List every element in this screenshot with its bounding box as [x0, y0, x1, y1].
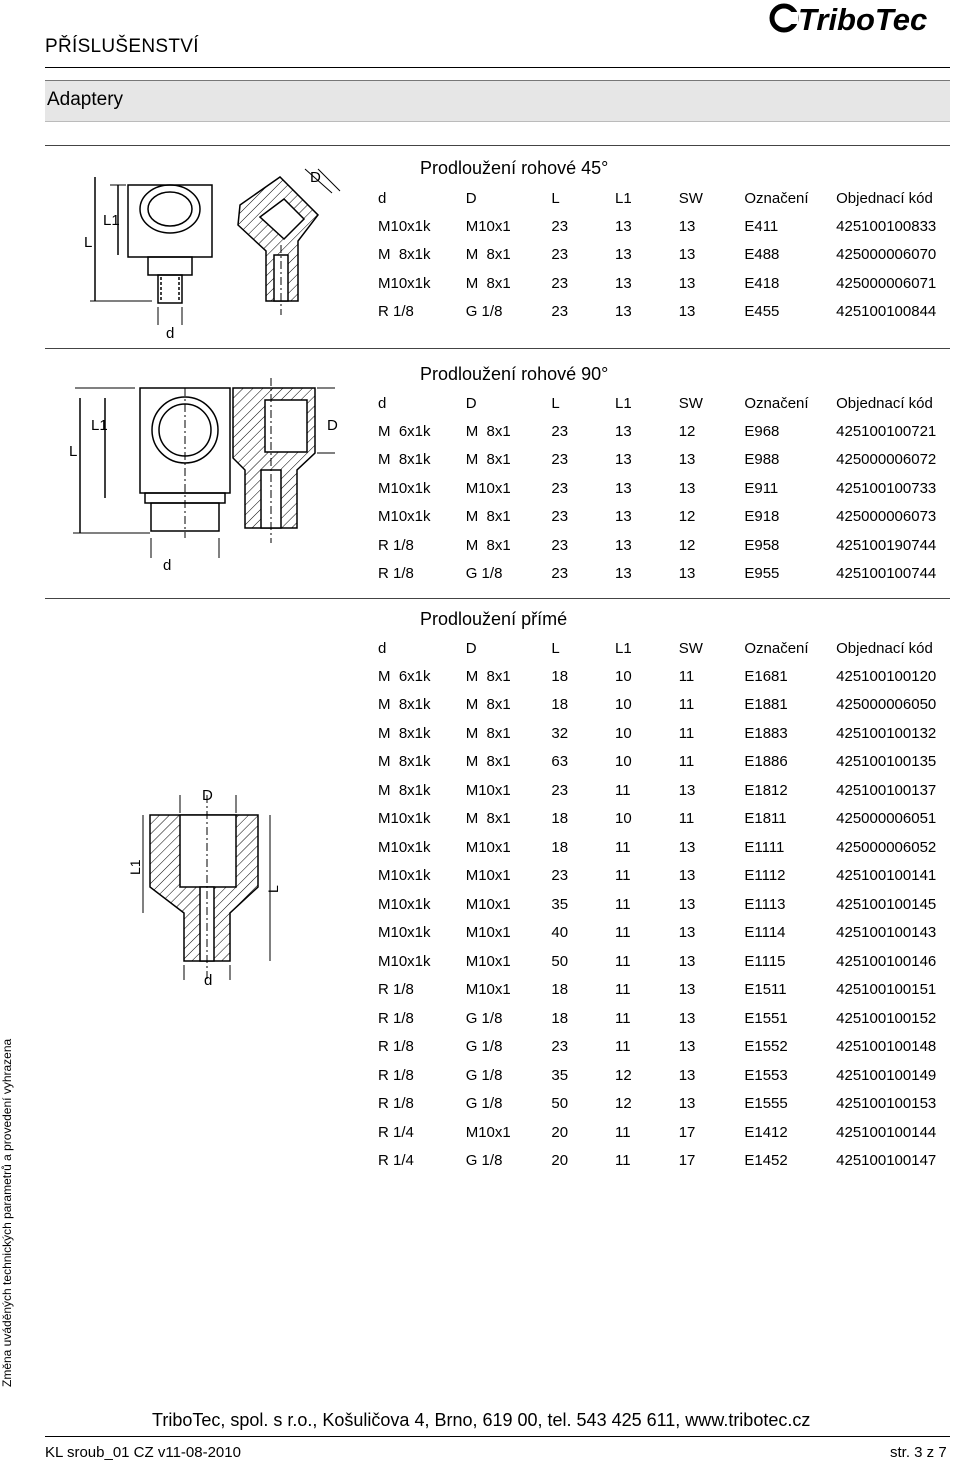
table-cell: 13	[615, 479, 632, 497]
table-cell: M10x1k	[378, 274, 431, 292]
table-cell: 425000006050	[836, 696, 937, 714]
dim-label-L1: L1	[127, 859, 143, 875]
table-cell: 23	[551, 246, 569, 264]
table-row	[372, 1061, 960, 1090]
table-cell: 13	[678, 1038, 696, 1056]
table-cell: E988	[744, 451, 780, 469]
table-row	[372, 719, 960, 748]
table-cell: 35	[551, 895, 569, 913]
table-cell: 13	[678, 451, 696, 469]
table-cell: 425000006052	[836, 838, 937, 856]
table-cell: M10x1	[465, 924, 511, 942]
table-cell: 425100100147	[836, 1152, 937, 1170]
column-header: D	[465, 189, 477, 207]
table-cell: G 1/8	[465, 565, 503, 583]
table-row	[372, 417, 960, 446]
dim-label-L: L	[84, 234, 93, 251]
table-cell: 13	[615, 451, 632, 469]
table-cell: M10x1k	[378, 924, 431, 942]
table-cell: 13	[678, 867, 696, 885]
table-cell: 20	[551, 1123, 569, 1141]
table-cell: M10x1k	[378, 217, 431, 235]
table-title-straight: Prodloužení přímé	[420, 609, 568, 629]
table-row	[372, 1118, 960, 1147]
table-cell: 12	[678, 508, 696, 526]
table-cell: M 8x1k	[378, 246, 431, 264]
table-cell: 425100100120	[836, 667, 937, 685]
table-cell: 11	[615, 924, 631, 942]
table-cell: 23	[551, 217, 569, 235]
table-cell: 425000006071	[836, 274, 937, 292]
dim-label-L: L	[69, 443, 78, 460]
dim-label-d: d	[204, 972, 213, 989]
table-cell: 10	[615, 810, 632, 828]
table-cell: G 1/8	[465, 1066, 503, 1084]
page-header-title: PŘÍSLUŠENSTVÍ	[45, 36, 199, 57]
table-cell: 23	[551, 451, 569, 469]
table-cell: M 8x1	[465, 696, 511, 714]
table-elbow-45	[372, 184, 960, 326]
table-cell: 11	[615, 867, 631, 885]
table-cell: 11	[678, 667, 695, 685]
table-cell: 12	[615, 1095, 632, 1113]
table-row	[372, 241, 960, 270]
column-header: L1	[615, 189, 632, 207]
table-row	[372, 662, 960, 691]
table-header-row	[372, 184, 960, 212]
table-cell: M 6x1k	[378, 422, 431, 440]
table-cell: 23	[551, 508, 569, 526]
table-cell: 23	[551, 536, 569, 554]
table-cell: 18	[551, 838, 569, 856]
table-cell: 11	[678, 724, 695, 742]
dim-label-d: d	[166, 325, 175, 342]
table-cell: 11	[615, 981, 631, 999]
table-cell: E918	[744, 508, 780, 526]
table-cell: M 8x1	[465, 508, 511, 526]
table-cell: E1811	[744, 810, 787, 828]
dim-label-D: D	[327, 417, 338, 434]
table-cell: M 8x1	[465, 667, 511, 685]
table-row	[372, 919, 960, 948]
table-cell: 50	[551, 1095, 569, 1113]
column-header: SW	[678, 639, 703, 657]
table-cell: 23	[551, 274, 569, 292]
table-cell: M10x1k	[378, 838, 431, 856]
table-cell: E1112	[744, 867, 786, 885]
elbow-90-drawing	[65, 378, 355, 583]
table-cell: M 8x1	[465, 536, 511, 554]
table-cell: R 1/4	[378, 1152, 414, 1170]
table-cell: G 1/8	[465, 1009, 503, 1027]
table-cell: 13	[615, 536, 632, 554]
table-cell: 12	[678, 422, 696, 440]
column-header: SW	[678, 394, 703, 412]
column-header: Objednací kód	[836, 639, 933, 657]
table-cell: M10x1k	[378, 895, 431, 913]
column-header: L1	[615, 394, 632, 412]
table-row	[372, 947, 960, 976]
table-cell: 13	[615, 508, 632, 526]
table-cell: R 1/8	[378, 981, 414, 999]
table-cell: 18	[551, 667, 569, 685]
table-cell: 23	[551, 565, 569, 583]
table-cell: 11	[615, 1123, 631, 1141]
table-cell: 425000006072	[836, 451, 937, 469]
footer-address: TriboTec, spol. s r.o., Košuličova 4, Brno, 619 00, tel. 543 425 611, www.tribotec.cz	[152, 1410, 811, 1430]
table-cell: 11	[615, 952, 631, 970]
table-cell: M 8x1k	[378, 781, 431, 799]
table-cell: 13	[678, 952, 696, 970]
table-cell: 12	[615, 1066, 632, 1084]
table-cell: R 1/4	[378, 1123, 414, 1141]
table-cell: M10x1	[465, 895, 511, 913]
table-row	[372, 503, 960, 532]
table-cell: 20	[551, 1152, 569, 1170]
table-cell: 23	[551, 1038, 569, 1056]
column-header: d	[378, 189, 387, 207]
table-cell: 10	[615, 753, 632, 771]
table-cell: 13	[678, 924, 696, 942]
table-row	[372, 1147, 960, 1176]
column-header: L	[551, 189, 560, 207]
table-row	[372, 833, 960, 862]
table-cell: 13	[615, 565, 632, 583]
table-row	[372, 691, 960, 720]
table-cell: E1111	[744, 838, 785, 856]
table-cell: E1681	[744, 667, 788, 685]
table-cell: R 1/8	[378, 536, 414, 554]
table-straight	[372, 634, 960, 1175]
table-cell: R 1/8	[378, 1038, 414, 1056]
dim-label-L1: L1	[103, 212, 120, 229]
footer-doc-id: KL sroub_01 CZ v11-08-2010	[45, 1444, 241, 1461]
footer-page-number: str. 3 z 7	[890, 1444, 947, 1461]
table-cell: 13	[678, 565, 696, 583]
table-cell: 13	[678, 303, 696, 321]
table-cell: 425100100833	[836, 217, 937, 235]
table-cell: M10x1	[465, 867, 511, 885]
table-cell: M 8x1k	[378, 753, 431, 771]
table-row	[372, 805, 960, 834]
table-cell: 13	[678, 1066, 696, 1084]
table-cell: E455	[744, 303, 780, 321]
table-cell: M10x1k	[378, 867, 431, 885]
table-cell: E1555	[744, 1095, 788, 1113]
table-cell: 18	[551, 1009, 569, 1027]
table-row	[372, 1090, 960, 1119]
column-header: Objednací kód	[836, 189, 933, 207]
column-header: Označení	[744, 189, 809, 207]
table-cell: R 1/8	[378, 1009, 414, 1027]
table-cell: 425100100151	[836, 981, 937, 999]
table-cell: E958	[744, 536, 780, 554]
table-cell: 10	[615, 724, 632, 742]
table-cell: 18	[551, 981, 569, 999]
table-cell: 11	[678, 696, 695, 714]
footer-rule	[45, 1436, 950, 1437]
header-rule	[45, 67, 950, 68]
table-cell: M10x1	[465, 981, 511, 999]
table-cell: 13	[615, 217, 632, 235]
table-row	[372, 298, 960, 327]
table-cell: 425000006070	[836, 246, 937, 264]
table-cell: 32	[551, 724, 569, 742]
table-cell: 425100100132	[836, 724, 937, 742]
table-cell: 13	[678, 1009, 696, 1027]
table-cell: E488	[744, 246, 780, 264]
table-cell: 425100100143	[836, 924, 937, 942]
table-cell: 10	[615, 696, 632, 714]
table-cell: 18	[551, 810, 569, 828]
table-cell: 17	[678, 1152, 696, 1170]
table-cell: 63	[551, 753, 569, 771]
table-cell: M10x1k	[378, 952, 431, 970]
table-row	[372, 560, 960, 589]
table-cell: 17	[678, 1123, 696, 1141]
table-title-elbow-90: Prodloužení rohové 90°	[420, 364, 609, 384]
table-cell: 11	[615, 781, 631, 799]
table-row	[372, 748, 960, 777]
table-cell: 13	[678, 1095, 696, 1113]
table-cell: E1115	[744, 952, 786, 970]
table-cell: 13	[678, 781, 696, 799]
table-cell: 12	[678, 536, 696, 554]
table-cell: M 8x1	[465, 753, 511, 771]
column-header: L	[551, 639, 560, 657]
table-cell: 10	[615, 667, 632, 685]
table-cell: 425000006073	[836, 508, 937, 526]
logo-text: TriboTec	[798, 2, 928, 37]
table-row	[372, 269, 960, 298]
table-cell: 425100100141	[836, 867, 937, 885]
table-cell: 11	[615, 1152, 631, 1170]
table-cell: E1881	[744, 696, 788, 714]
table-cell: 425100100149	[836, 1066, 937, 1084]
table-cell: 425100100137	[836, 781, 937, 799]
table-cell: M 6x1k	[378, 667, 431, 685]
table-cell: M 8x1	[465, 274, 511, 292]
table-cell: M10x1	[465, 781, 511, 799]
table-cell: M 8x1k	[378, 696, 431, 714]
table-cell: 23	[551, 422, 569, 440]
table-separator	[45, 598, 950, 599]
table-cell: 11	[678, 810, 695, 828]
straight-extension-drawing	[127, 775, 300, 995]
tribotec-logo	[768, 0, 948, 36]
table-cell: M 8x1k	[378, 451, 431, 469]
elbow-45-drawing	[70, 155, 360, 345]
table-cell: E911	[744, 479, 779, 497]
table-cell: E1551	[744, 1009, 788, 1027]
table-cell: E418	[744, 274, 780, 292]
table-cell: 23	[551, 867, 569, 885]
table-cell: G 1/8	[465, 1152, 503, 1170]
table-cell: 425100100733	[836, 479, 937, 497]
table-cell: 425100100153	[836, 1095, 937, 1113]
table-cell: M 8x1	[465, 246, 511, 264]
table-cell: 23	[551, 479, 569, 497]
table-cell: G 1/8	[465, 1095, 503, 1113]
table-row	[372, 1033, 960, 1062]
table-row	[372, 862, 960, 891]
table-row	[372, 890, 960, 919]
table-cell: 23	[551, 781, 569, 799]
table-cell: 425100100721	[836, 422, 937, 440]
table-row	[372, 531, 960, 560]
table-cell: M 8x1k	[378, 724, 431, 742]
table-cell: E1553	[744, 1066, 788, 1084]
table-cell: 13	[678, 274, 696, 292]
column-header: L1	[615, 639, 632, 657]
column-header: SW	[678, 189, 703, 207]
column-header: Objednací kód	[836, 394, 933, 412]
section-title: Adaptery	[47, 89, 124, 110]
table-cell: R 1/8	[378, 1095, 414, 1113]
column-header: D	[465, 639, 477, 657]
table-cell: 23	[551, 303, 569, 321]
dim-label-L1: L1	[91, 417, 108, 434]
table-cell: 13	[615, 274, 632, 292]
table-cell: M 8x1	[465, 724, 511, 742]
table-cell: M10x1	[465, 952, 511, 970]
table-cell: 425100100144	[836, 1123, 937, 1141]
table-cell: M10x1k	[378, 810, 431, 828]
dim-label-d: d	[163, 557, 172, 574]
table-cell: E955	[744, 565, 780, 583]
column-header: D	[465, 394, 477, 412]
table-cell: M10x1	[465, 838, 511, 856]
table-elbow-90	[372, 389, 960, 588]
table-header-row	[372, 634, 960, 662]
column-header: d	[378, 639, 387, 657]
table-cell: 40	[551, 924, 569, 942]
column-header: Označení	[744, 394, 809, 412]
dim-label-D: D	[202, 787, 213, 804]
table-cell: 425100190744	[836, 536, 937, 554]
table-cell: 11	[615, 1009, 631, 1027]
table-cell: E1113	[744, 895, 786, 913]
table-cell: 11	[615, 895, 631, 913]
table-separator	[45, 348, 950, 349]
table-cell: 13	[678, 895, 696, 913]
table-cell: E1511	[744, 981, 787, 999]
table-cell: E1883	[744, 724, 788, 742]
table-cell: 425100100145	[836, 895, 937, 913]
side-disclaimer-text: Změna uváděných technických parametrů a provedení vyhrazena	[0, 1038, 14, 1387]
table-cell: 35	[551, 1066, 569, 1084]
column-header: d	[378, 394, 387, 412]
column-header: L	[551, 394, 560, 412]
table-cell: R 1/8	[378, 303, 414, 321]
table-cell: M10x1k	[378, 508, 431, 526]
table-cell: 425100100135	[836, 753, 937, 771]
table-cell: 50	[551, 952, 569, 970]
table-cell: 425100100744	[836, 565, 937, 583]
table-cell: M10x1	[465, 217, 511, 235]
table-cell: 13	[678, 981, 696, 999]
table-cell: 13	[615, 303, 632, 321]
table-cell: 18	[551, 696, 569, 714]
table-cell: 11	[615, 838, 631, 856]
table-cell: 425100100844	[836, 303, 937, 321]
table-cell: M10x1	[465, 1123, 511, 1141]
table-row	[372, 212, 960, 241]
table-cell: E1552	[744, 1038, 788, 1056]
table-row	[372, 1004, 960, 1033]
table-cell: R 1/8	[378, 565, 414, 583]
table-cell: G 1/8	[465, 1038, 503, 1056]
table-row	[372, 446, 960, 475]
table-cell: 11	[678, 753, 695, 771]
table-cell: M 8x1	[465, 451, 511, 469]
section-bar	[45, 80, 950, 122]
table-cell: E1886	[744, 753, 788, 771]
table-cell: 13	[678, 838, 696, 856]
table-row	[372, 776, 960, 805]
table-cell: 425100100146	[836, 952, 937, 970]
table-cell: E968	[744, 422, 780, 440]
table-row	[372, 976, 960, 1005]
table-cell: 425100100148	[836, 1038, 937, 1056]
table-cell: 13	[615, 246, 632, 264]
table-row	[372, 474, 960, 503]
table-cell: E1452	[744, 1152, 788, 1170]
dim-label-D: D	[310, 169, 321, 186]
table-cell: 13	[678, 217, 696, 235]
table-cell: 425000006051	[836, 810, 937, 828]
dim-label-L: L	[265, 885, 281, 893]
table-cell: 13	[615, 422, 632, 440]
table-title-elbow-45: Prodloužení rohové 45°	[420, 158, 609, 178]
table-cell: 11	[615, 1038, 631, 1056]
table-cell: E411	[744, 217, 779, 235]
table-cell: M 8x1	[465, 810, 511, 828]
table-cell: M10x1	[465, 479, 511, 497]
table-cell: M 8x1	[465, 422, 511, 440]
table-cell: G 1/8	[465, 303, 503, 321]
table-cell: R 1/8	[378, 1066, 414, 1084]
table-cell: E1812	[744, 781, 788, 799]
table-cell: 13	[678, 479, 696, 497]
table-cell: E1412	[744, 1123, 788, 1141]
column-header: Označení	[744, 639, 809, 657]
table-cell: E1114	[744, 924, 786, 942]
table-cell: M10x1k	[378, 479, 431, 497]
table-cell: 425100100152	[836, 1009, 937, 1027]
table-cell: 13	[678, 246, 696, 264]
table-header-row	[372, 389, 960, 417]
table-separator	[45, 145, 950, 146]
